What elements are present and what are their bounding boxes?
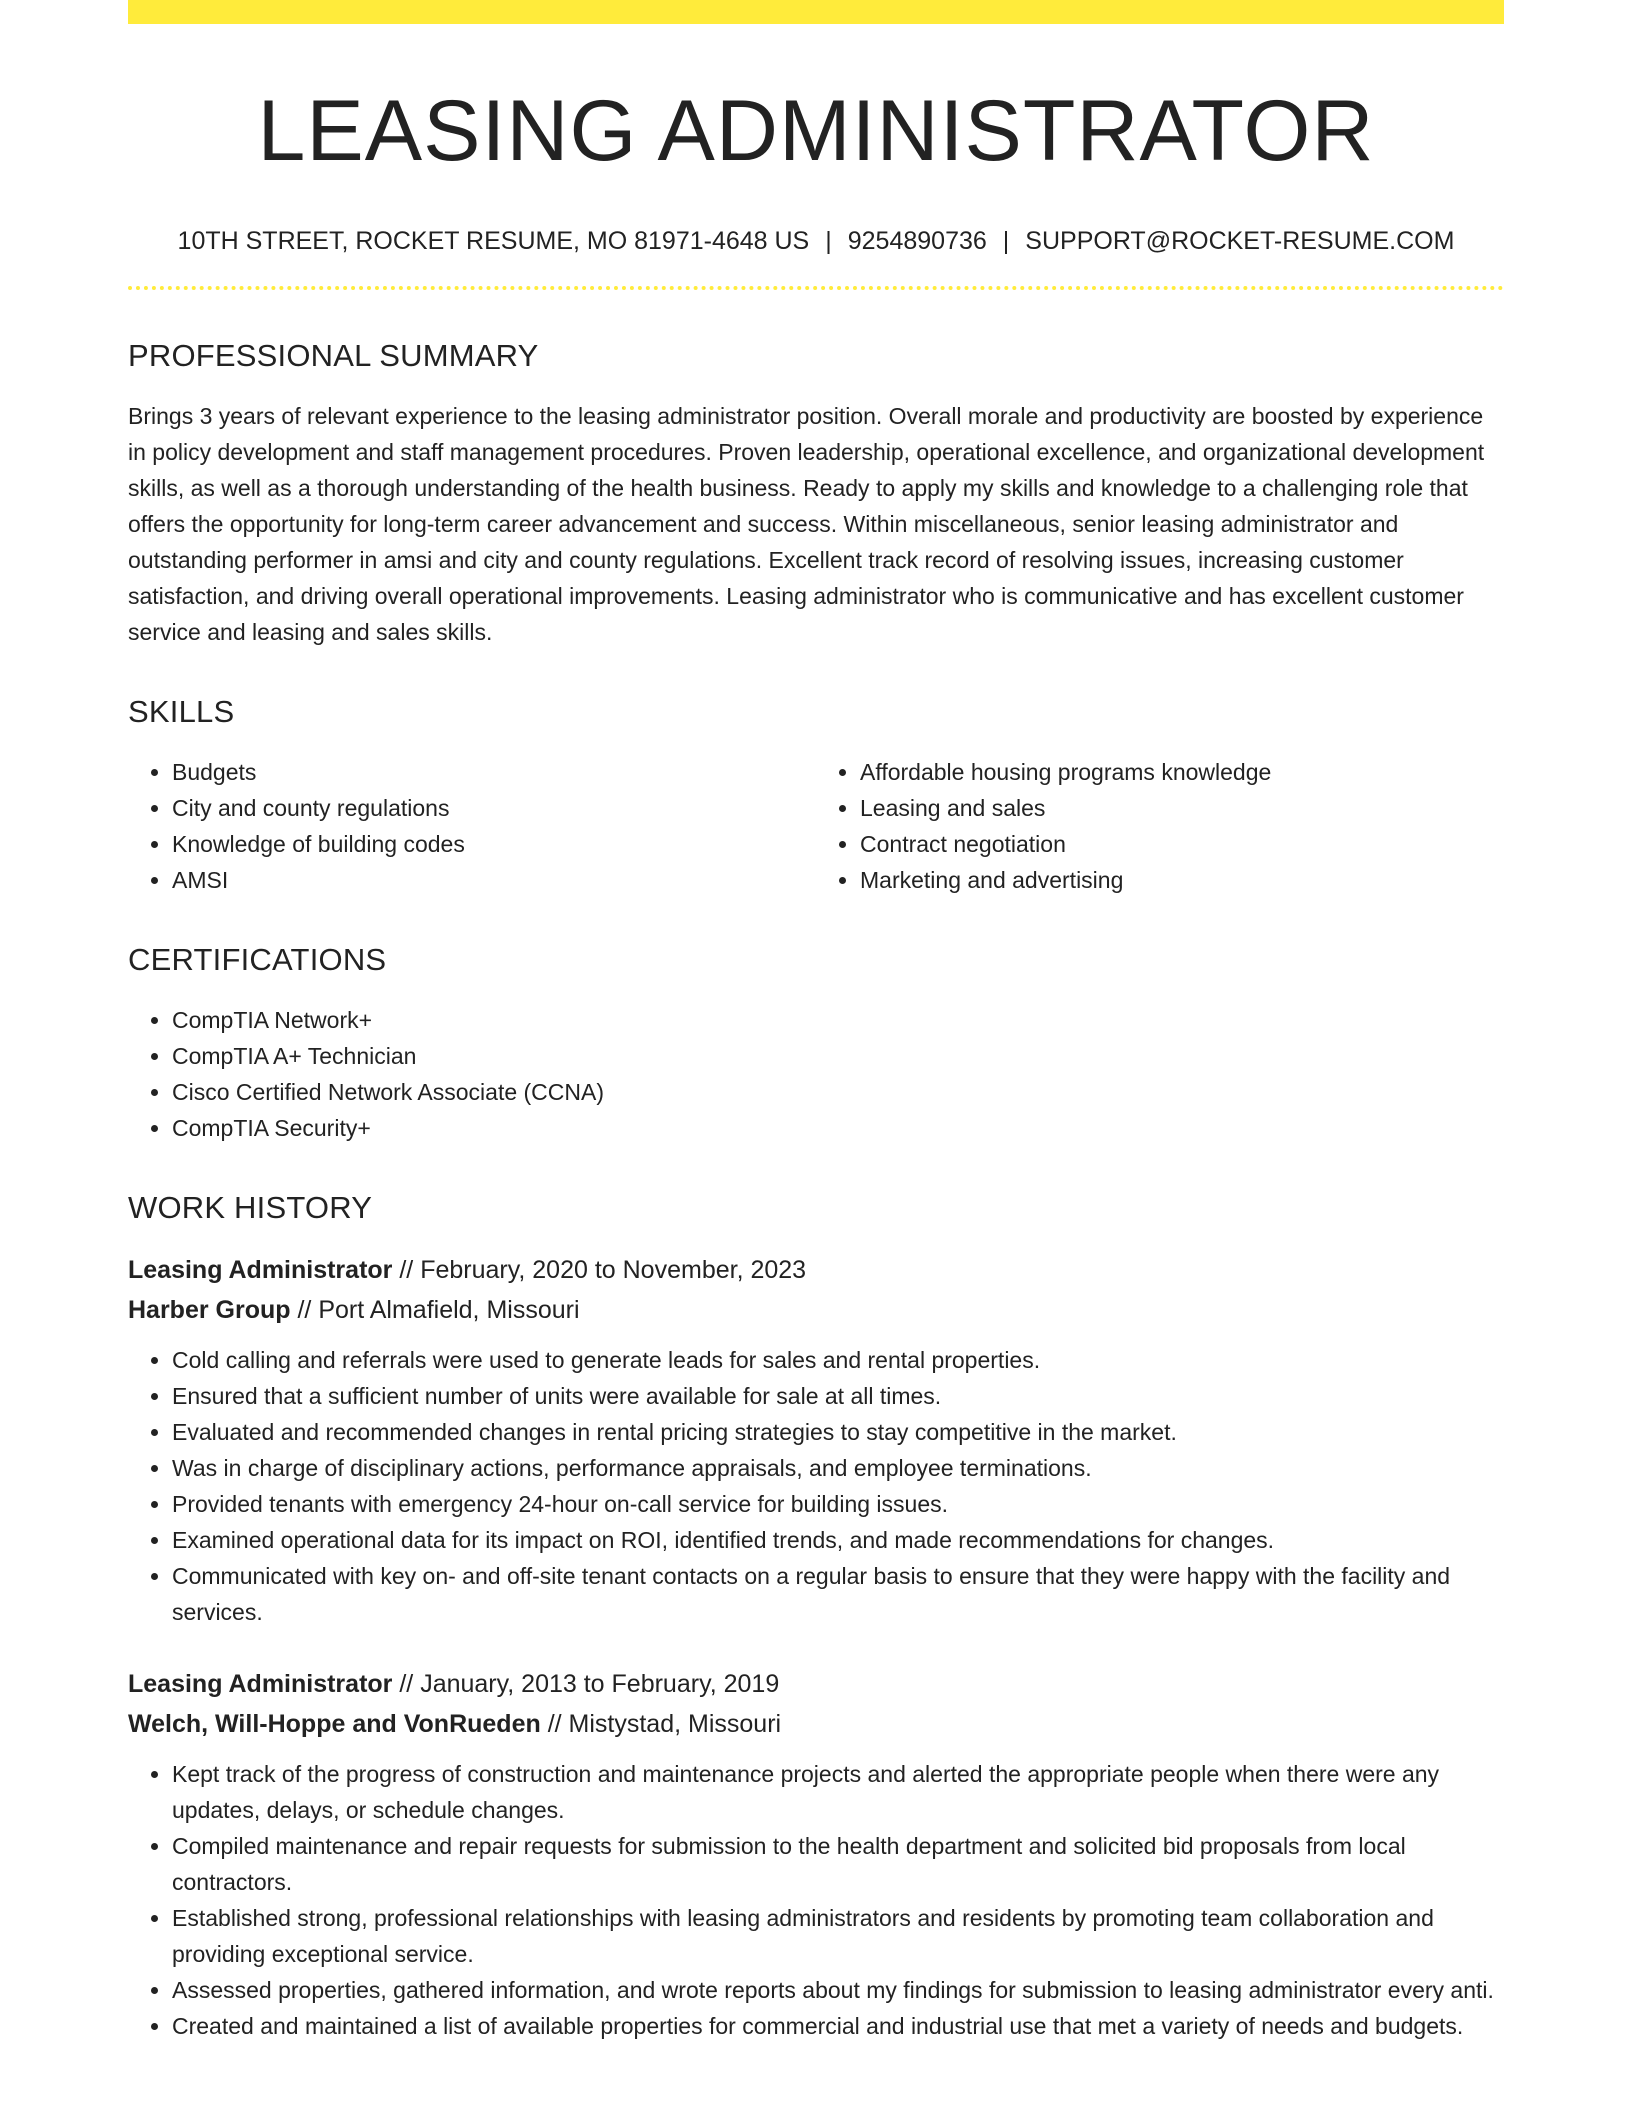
contact-separator: |	[825, 226, 832, 255]
job-company: Harber Group	[128, 1295, 291, 1324]
skill-item: • Knowledge of building codes	[172, 826, 816, 862]
job-bullet: • Provided tenants with emergency 24-hour on-call service for building issues.	[172, 1486, 1504, 1522]
certification-item: • CompTIA A+ Technician	[172, 1038, 1504, 1074]
job-dates: // January, 2013 to February, 2019	[399, 1669, 780, 1698]
skills-heading: SKILLS	[128, 693, 235, 729]
contact-email: SUPPORT@ROCKET-RESUME.COM	[1025, 226, 1455, 255]
certification-item: • Cisco Certified Network Associate (CCNA)	[172, 1074, 1504, 1110]
job-bullet: • Kept track of the progress of construction and maintenance projects and alerted the appropriate people when there were any updates, delays, or schedule changes.	[172, 1756, 1504, 1828]
resume-page	[128, 0, 1504, 2044]
job-dates: // February, 2020 to November, 2023	[399, 1255, 807, 1284]
contact-separator: |	[1002, 226, 1010, 255]
top-accent-bar	[128, 0, 1504, 24]
skill-item: • Marketing and advertising	[860, 862, 1504, 898]
summary-heading: PROFESSIONAL SUMMARY	[128, 337, 539, 373]
summary-text: Brings 3 years of relevant experience to the leasing administrator position. Overall morale and productivity are boosted by experience in policy development and staff management procedures. Proven leadership, operational excellence, and organizational development skills, as well as a thorough understanding of the health business. Ready to apply my skills and knowledge to a challenging role that offers the opportunity for long-term career advancement and success. Within miscellaneous, senior leasing administrator and outstanding performer in amsi and city and county regulations. Excellent track record of resolving issues, increasing customer satisfaction, and driving overall operational improvements. Leasing administrator who is communicative and has excellent customer service and leasing and sales skills.	[128, 402, 1485, 645]
dotted-divider	[128, 286, 1504, 290]
job-bullet: • Compiled maintenance and repair requests for submission to the health department and solicited bid proposals from local contractors.	[172, 1828, 1504, 1900]
skills-list-left	[128, 754, 816, 898]
skills-columns	[128, 754, 1504, 898]
certification-item: • CompTIA Network+	[172, 1002, 1504, 1038]
job-bullet: • Was in charge of disciplinary actions, performance appraisals, and employee terminations.	[172, 1450, 1504, 1486]
contact-address: 10TH STREET, ROCKET RESUME, MO 81971-4648 US	[177, 226, 810, 255]
job-title: Leasing Administrator	[128, 1669, 393, 1698]
job-bullets	[128, 1342, 1504, 1630]
skill-item: • Affordable housing programs knowledge	[860, 754, 1504, 790]
job-bullet: • Established strong, professional relationships with leasing administrators and residents by promoting team collaboration and providing exceptional service.	[172, 1900, 1504, 1972]
skill-item: • AMSI	[172, 862, 816, 898]
certification-item: • CompTIA Security+	[172, 1110, 1504, 1146]
job-bullet: • Ensured that a sufficient number of units were available for sale at all times.	[172, 1378, 1504, 1414]
job-bullet: • Cold calling and referrals were used to generate leads for sales and rental properties.	[172, 1342, 1504, 1378]
contact-line	[128, 227, 1504, 256]
job-entry	[128, 1664, 1504, 2044]
job-bullet: • Communicated with key on- and off-site tenant contacts on a regular basis to ensure that they were happy with the facility and services.	[172, 1558, 1504, 1630]
job-company: Welch, Will-Hoppe and VonRueden	[128, 1709, 541, 1738]
job-entry	[128, 1250, 1504, 1630]
job-company-line	[128, 1704, 1504, 1744]
job-company-line	[128, 1290, 1504, 1330]
skill-item: • Leasing and sales	[860, 790, 1504, 826]
job-bullets	[128, 1756, 1504, 2044]
job-title-line	[128, 1250, 1504, 1290]
contact-phone: 9254890736	[847, 226, 987, 255]
skill-item: • Budgets	[172, 754, 816, 790]
job-bullet: • Evaluated and recommended changes in rental pricing strategies to stay competitive in the market.	[172, 1414, 1504, 1450]
certifications-list	[128, 1002, 1504, 1146]
job-location: // Mistystad, Missouri	[547, 1709, 782, 1738]
job-title: Leasing Administrator	[128, 1255, 393, 1284]
skill-item: • City and county regulations	[172, 790, 816, 826]
job-bullet: • Assessed properties, gathered information, and wrote reports about my findings for submission to leasing administrator every anti.	[172, 1972, 1504, 2008]
work-history-heading: WORK HISTORY	[128, 1189, 373, 1225]
skill-item: • Contract negotiation	[860, 826, 1504, 862]
skills-list-right	[816, 754, 1504, 898]
job-location: // Port Almafield, Missouri	[297, 1295, 580, 1324]
job-title-line	[128, 1664, 1504, 1704]
job-bullet: • Examined operational data for its impact on ROI, identified trends, and made recommendations for changes.	[172, 1522, 1504, 1558]
job-bullet: • Created and maintained a list of available properties for commercial and industrial use that met a variety of needs and budgets.	[172, 2008, 1504, 2044]
certifications-heading: CERTIFICATIONS	[128, 941, 387, 977]
resume-name: LEASING ADMINISTRATOR	[257, 83, 1375, 179]
